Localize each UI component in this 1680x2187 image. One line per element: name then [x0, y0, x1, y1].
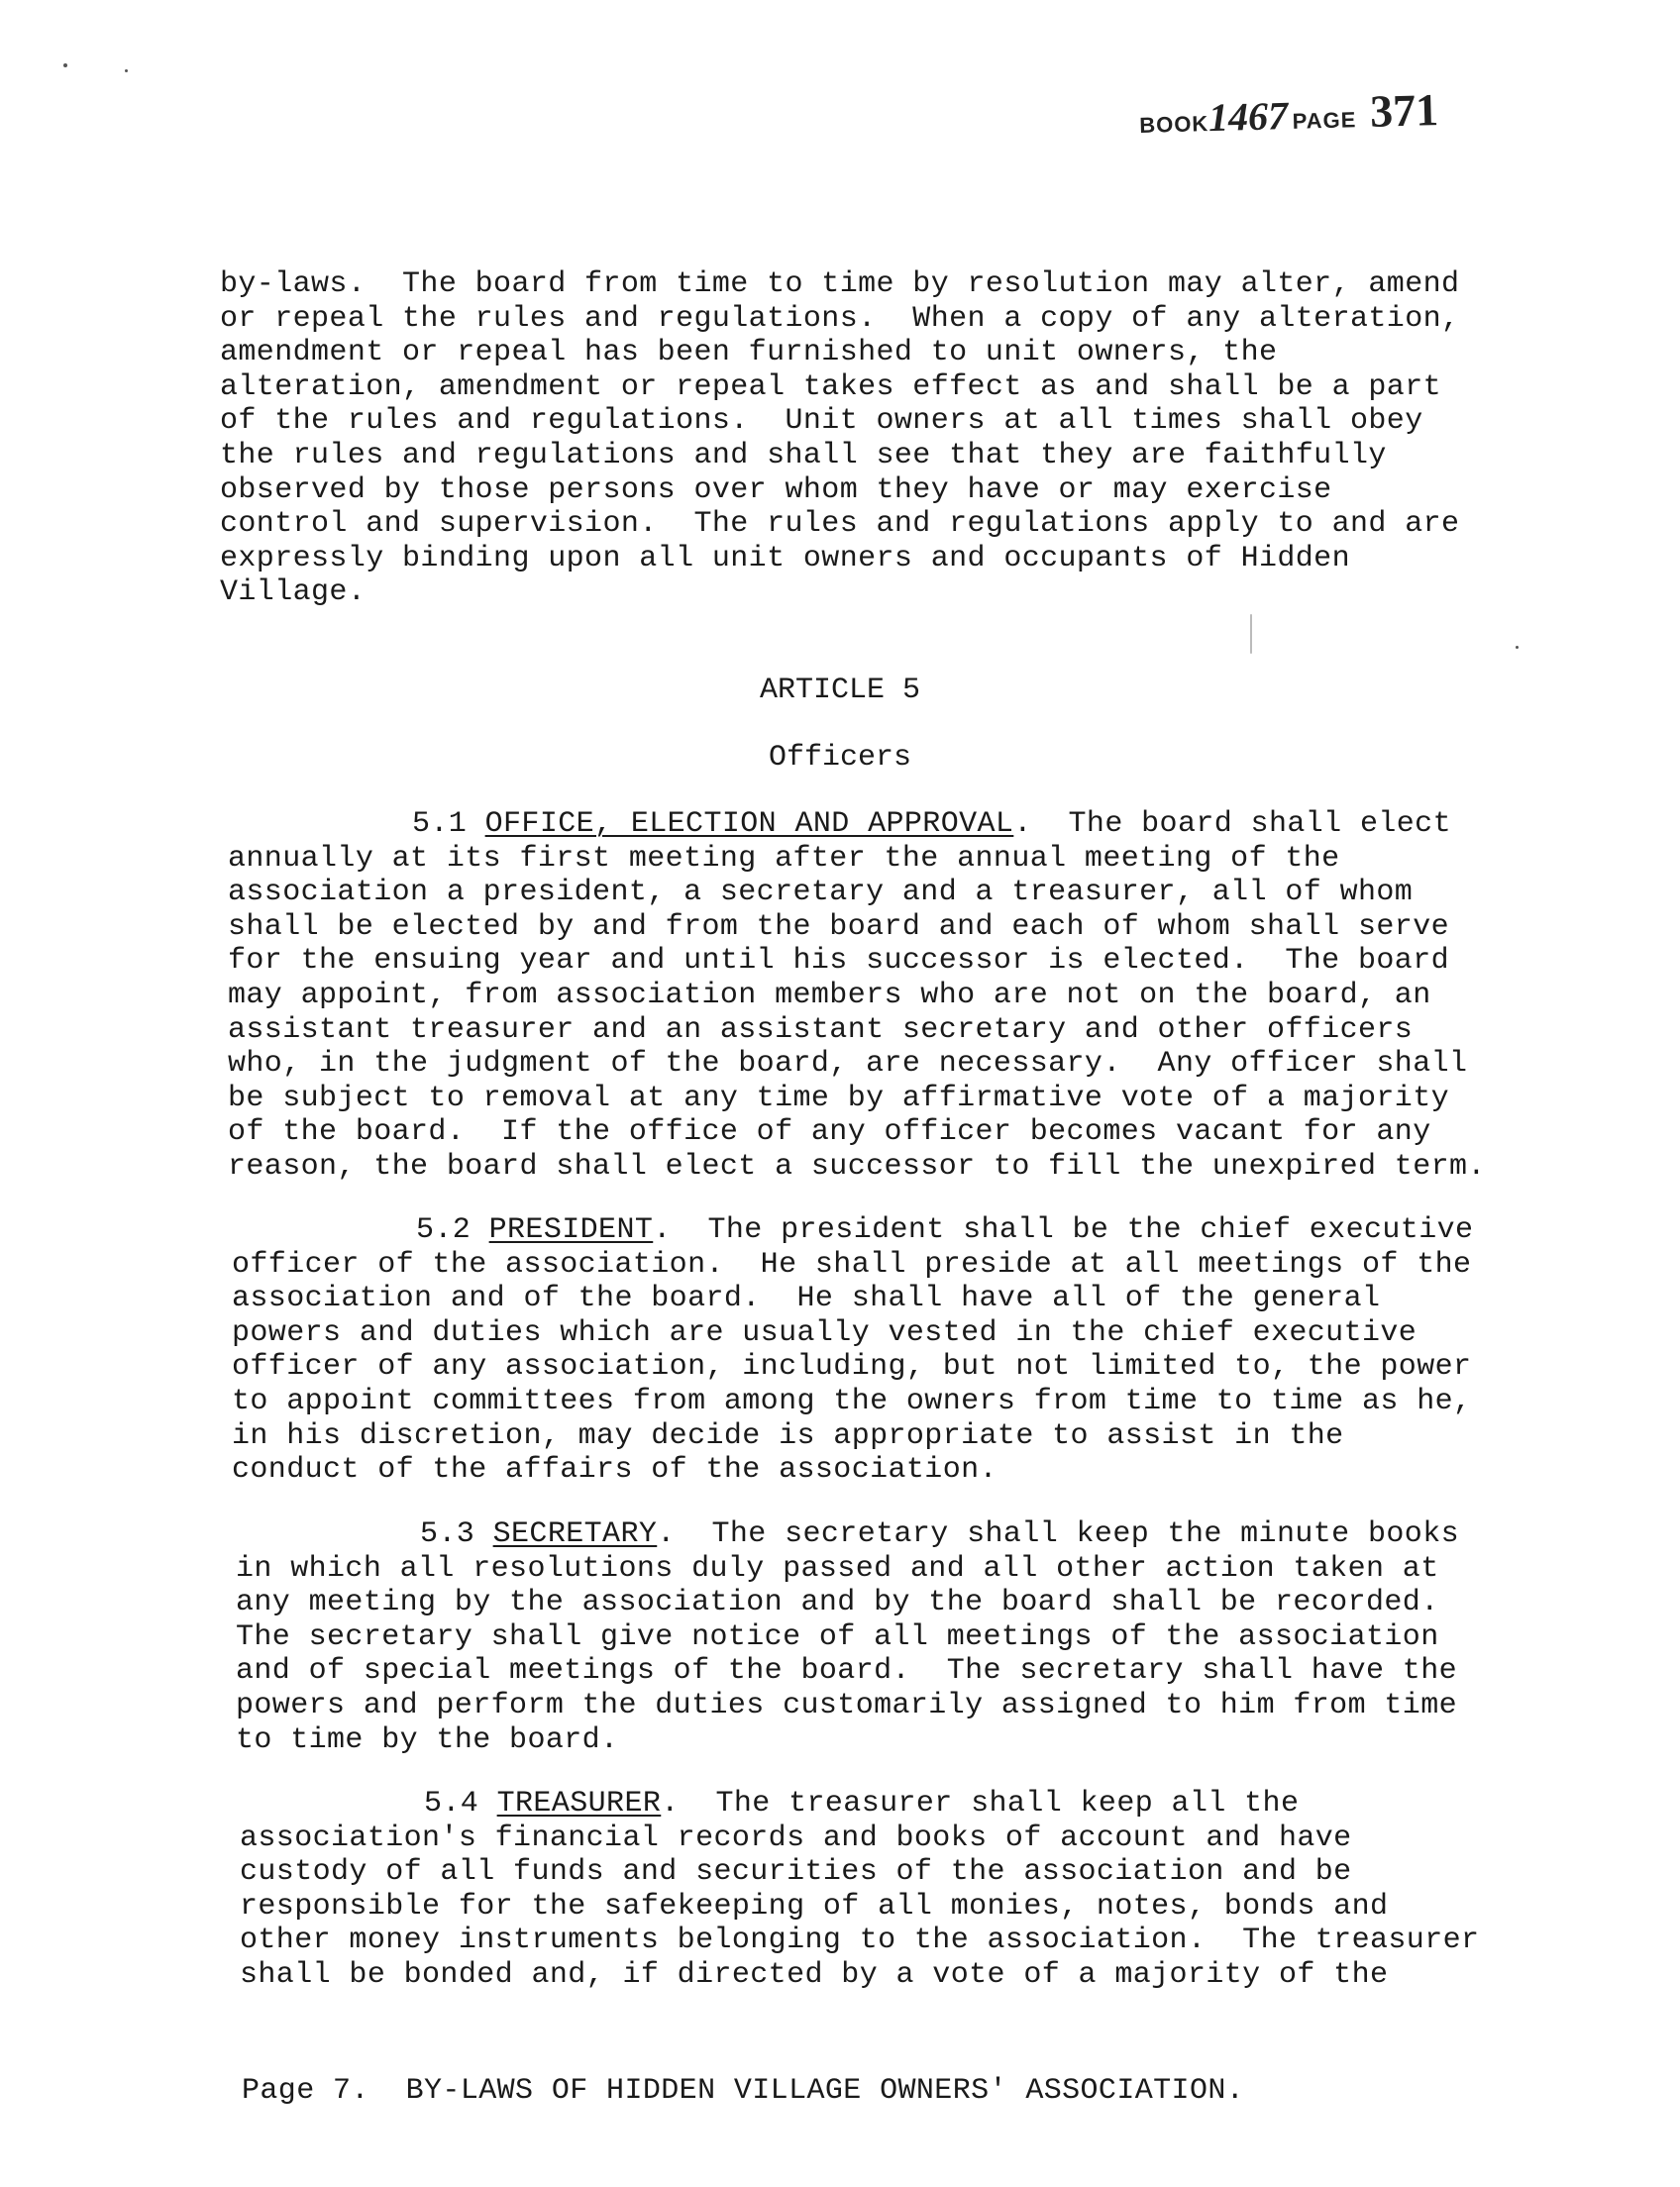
text-line: control and supervision. The rules and regulations apply to and are — [220, 507, 1460, 542]
text-line: and of special meetings of the board. The secretary shall have the — [236, 1654, 1457, 1689]
text-line: observed by those persons over whom they have or may exercise — [220, 472, 1332, 507]
text-line: responsible for the safekeeping of all monies, notes, bonds and — [240, 1889, 1389, 1924]
text-line: reason, the board shall elect a successor to fill the unexpired term. — [228, 1149, 1486, 1184]
section-number: 5.4 — [424, 1787, 479, 1821]
section-first-line — [240, 1787, 1646, 1822]
section-number: 5.3 — [420, 1517, 475, 1551]
section-number: 5.1 — [412, 807, 468, 841]
section-heading: PRESIDENT — [488, 1213, 654, 1247]
section-first-line-rest: . The secretary shall keep the minute books — [657, 1517, 1459, 1551]
section-heading: SECRETARY — [492, 1517, 658, 1551]
text-line: custody of all funds and securities of the association and be — [240, 1855, 1352, 1890]
text-line: in his discretion, may decide is appropriate to assist in the — [232, 1418, 1344, 1453]
text-line: shall be bonded and, if directed by a vote of a majority of the — [240, 1957, 1389, 1992]
section-first-line-rest: . The president shall be the chief executive — [653, 1213, 1474, 1247]
article-heading: ARTICLE 5 — [759, 674, 921, 707]
section-heading: OFFICE, ELECTION AND APPROVAL — [484, 807, 1014, 841]
text-line: shall be elected by and from the board and each of whom shall serve — [228, 909, 1449, 944]
text-line: The secretary shall give notice of all meetings of the association — [236, 1619, 1439, 1654]
text-line: amendment or repeal has been furnished to unit owners, the — [220, 336, 1278, 370]
text-line: of the board. If the office of any officer becomes vacant for any — [228, 1115, 1431, 1150]
text-line: for the ensuing year and until his successor is elected. The board — [228, 944, 1449, 979]
section-number: 5.2 — [416, 1213, 472, 1247]
text-line: powers and duties which are usually vested in the chief executive — [232, 1315, 1418, 1350]
text-line: association and of the board. He shall have all of the general — [232, 1282, 1381, 1316]
text-line: to appoint committees from among the owners from time to time as he, — [232, 1384, 1472, 1418]
page-footer: Page 7. BY-LAWS OF HIDDEN VILLAGE OWNERS' ASSOCIATION. — [242, 2074, 1245, 2108]
section-first-line-rest: . The treasurer shall keep all the — [661, 1787, 1300, 1821]
article-title: Officers — [768, 741, 912, 775]
book-number: 1467 — [1208, 93, 1289, 141]
section-heading: TREASURER — [496, 1787, 662, 1821]
section-5-4 — [240, 1787, 1646, 1993]
scan-speck — [1516, 646, 1519, 649]
text-line: or repeal the rules and regulations. When a copy of any alteration, — [220, 301, 1460, 336]
section-first-line — [236, 1517, 1642, 1552]
scan-speck — [125, 69, 128, 72]
text-line: in which all resolutions duly passed and all other action taken at — [236, 1551, 1439, 1586]
scan-mark — [1250, 614, 1252, 654]
text-line: the rules and regulations and shall see that they are faithfully — [220, 438, 1387, 472]
text-line: be subject to removal at any time by affirmative vote of a majority — [228, 1081, 1449, 1115]
section-5-1 — [228, 807, 1634, 1185]
text-line: who, in the judgment of the board, are necessary. Any officer shall — [228, 1047, 1468, 1082]
text-line: expressly binding upon all unit owners and occupants of Hidden — [220, 541, 1350, 575]
page-label: PAGE — [1292, 107, 1357, 134]
text-line: by-laws. The board from time to time by resolution may alter, amend — [220, 267, 1460, 301]
text-line: may appoint, from association members who are not on the board, an — [228, 978, 1431, 1012]
text-line: association's financial records and books of account and have — [240, 1821, 1352, 1855]
text-line: association a president, a secretary and a treasurer, all of whom — [228, 876, 1414, 910]
section-first-line — [228, 807, 1634, 842]
text-line: powers and perform the duties customarily assigned to him from time — [236, 1688, 1457, 1722]
text-line: to time by the board. — [236, 1722, 619, 1757]
text-line: Village. — [220, 575, 367, 610]
page-number: 371 — [1369, 84, 1439, 137]
scan-speck — [63, 63, 67, 67]
text-line: alteration, amendment or repeal takes effect as and shall be a part — [220, 369, 1441, 404]
section-first-line — [232, 1213, 1638, 1248]
text-line: assistant treasurer and an assistant secretary and other officers — [228, 1012, 1414, 1047]
section-5-3 — [236, 1517, 1642, 1757]
text-line: annually at its first meeting after the annual meeting of the — [228, 841, 1340, 876]
book-label: BOOK — [1138, 111, 1209, 138]
text-line: conduct of the affairs of the association. — [232, 1453, 998, 1488]
text-line: officer of any association, including, but not limited to, the power — [232, 1350, 1472, 1385]
intro-paragraph — [220, 267, 1627, 610]
section-first-line-rest: . The board shall elect — [1013, 807, 1451, 841]
text-line: of the rules and regulations. Unit owners at all times shall obey — [220, 404, 1423, 439]
section-5-2 — [232, 1213, 1638, 1488]
text-line: any meeting by the association and by the board shall be recorded. — [236, 1586, 1439, 1620]
book-page-stamp — [1138, 83, 1438, 144]
text-line: other money instruments belonging to the association. The treasurer — [240, 1924, 1480, 1958]
text-line: officer of the association. He shall preside at all meetings of the — [232, 1247, 1472, 1282]
